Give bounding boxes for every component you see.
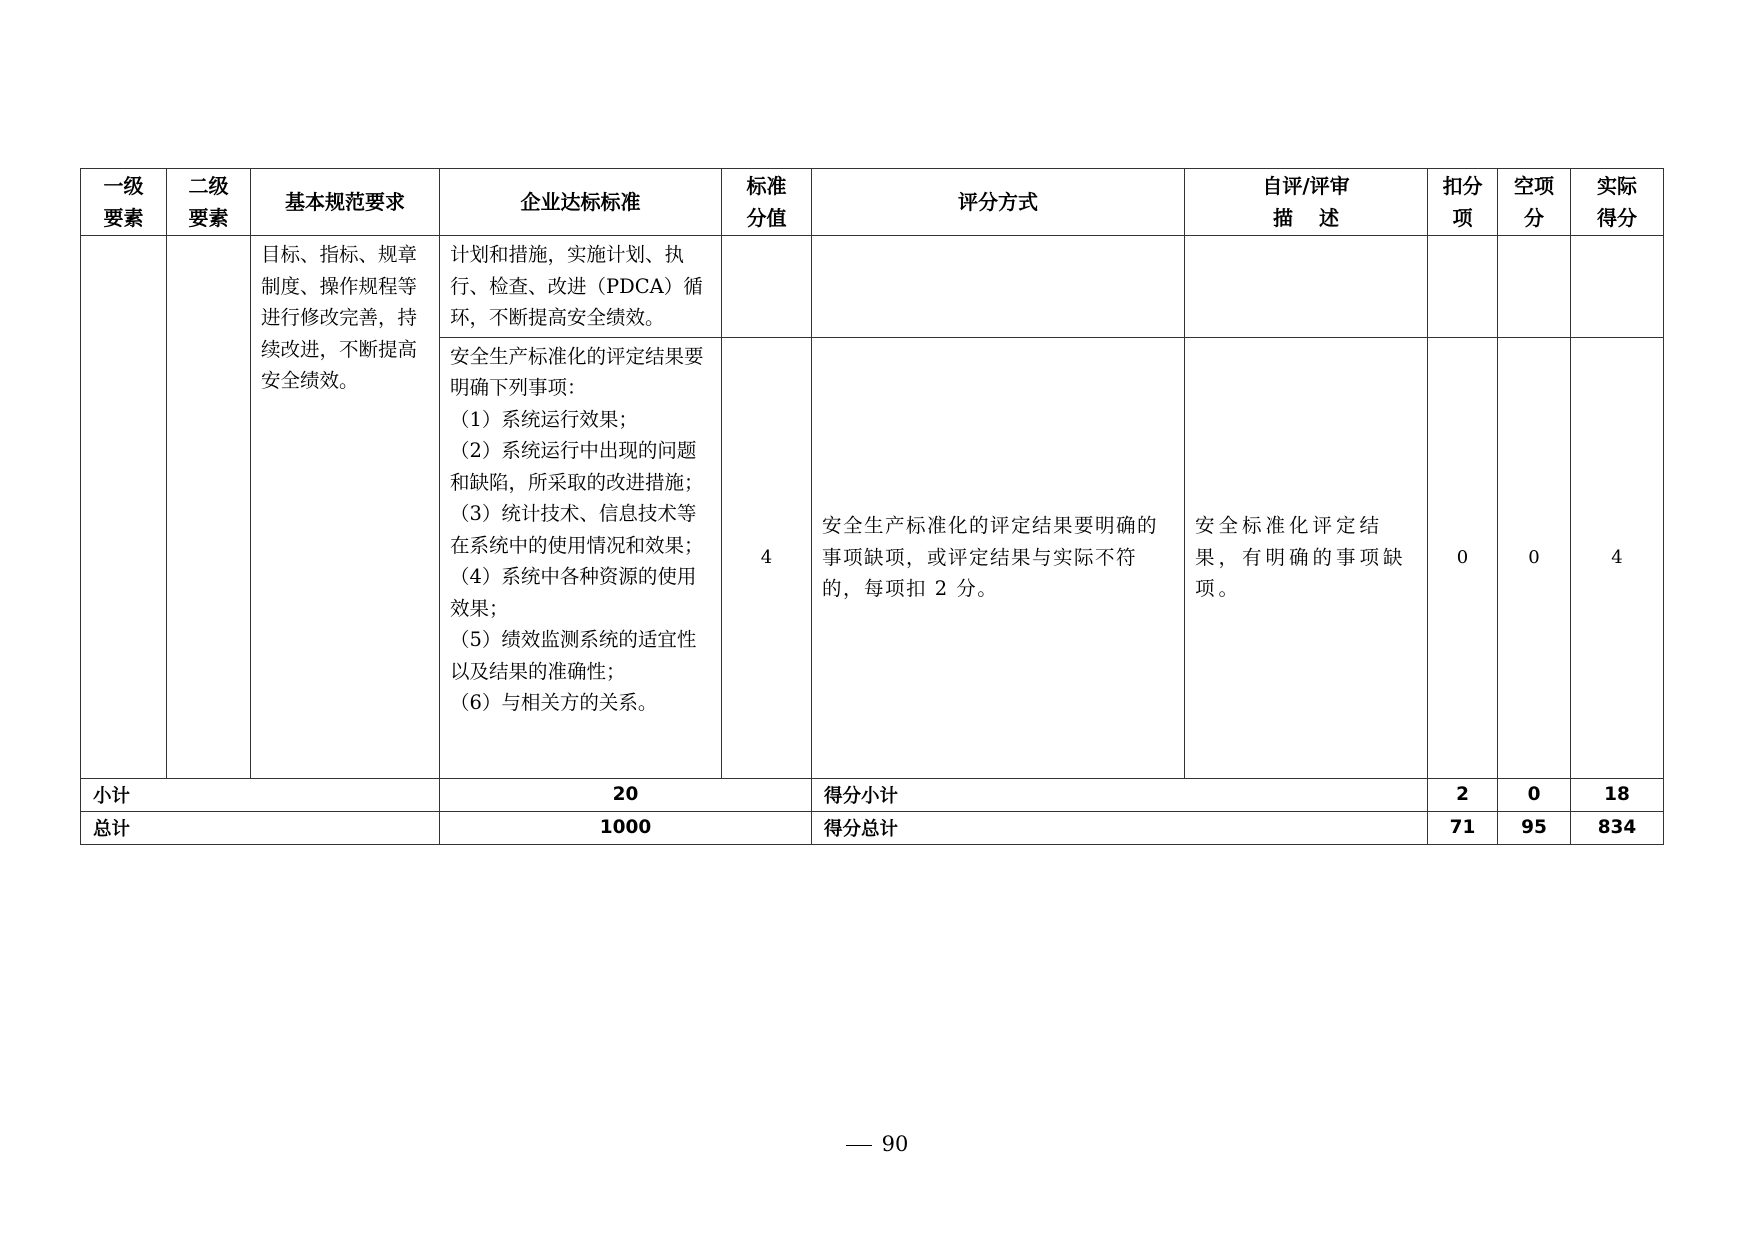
level1-cell [81,236,167,779]
blank-cell [1498,236,1571,338]
standard-score-cell [722,236,812,338]
total-standard-score: 1000 [440,811,812,844]
evaluation-description-cell: 安全标准化评定结果，有明确的事项缺项。 [1185,337,1428,778]
total-score-label: 得分总计 [812,811,1428,844]
standard-item: （5）绩效监测系统的适宜性以及结果的准确性； [450,628,697,683]
header-scoring-method: 评分方式 [812,169,1185,236]
total-deduction: 71 [1428,811,1498,844]
subtotal-score-label: 得分小计 [812,778,1428,811]
subtotal-deduction: 2 [1428,778,1498,811]
actual-score-cell [1571,236,1664,338]
header-enterprise-standard: 企业达标标准 [440,169,722,236]
subtotal-label: 小计 [81,778,440,811]
standard-intro: 安全生产标准化的评定结果要明确下列事项： [450,344,704,399]
evaluation-description-cell [1185,236,1428,338]
basic-requirement-cell: 目标、指标、规章制度、操作规程等进行修改完善，持续改进，不断提高安全绩效。 [251,236,440,779]
level2-cell [167,236,251,779]
subtotal-blank: 0 [1498,778,1571,811]
page-number: 90 [881,1132,909,1156]
standard-item: （2）系统运行中出现的问题和缺陷，所采取的改进措施； [450,439,704,494]
header-self-evaluation: 自评/评审 描述 [1185,169,1428,236]
scoring-table [80,168,1664,845]
standard-score-cell: 4 [722,337,812,778]
scoring-method-cell: 安全生产标准化的评定结果要明确的事项缺项，或评定结果与实际不符的，每项扣 2 分。 [812,337,1185,778]
dash-glyph [846,1145,872,1146]
header-blank-items: 空项 分 [1498,169,1571,236]
enterprise-standard-cell [440,337,722,778]
deduction-cell [1428,236,1498,338]
blank-cell: 0 [1498,337,1571,778]
enterprise-standard-cell: 计划和措施，实施计划、执行、检查、改进（PDCA）循环，不断提高安全绩效。 [440,236,722,338]
standard-item: （1）系统运行效果； [450,407,638,431]
header-row [81,169,1664,236]
total-blank: 95 [1498,811,1571,844]
subtotal-standard-score: 20 [440,778,812,811]
total-row [81,811,1664,844]
header-actual-score: 实际 得分 [1571,169,1664,236]
table-row [81,236,1664,338]
header-basic-requirement: 基本规范要求 [251,169,440,236]
scoring-method-cell [812,236,1185,338]
deduction-cell: 0 [1428,337,1498,778]
header-level2-element: 二级 要素 [167,169,251,236]
header-standard-score: 标准 分值 [722,169,812,236]
total-label: 总计 [81,811,440,844]
standard-item: （6）与相关方的关系。 [450,691,658,714]
subtotal-row [81,778,1664,811]
standard-item: （3）统计技术、信息技术等在系统中的使用情况和效果； [450,502,704,557]
page-footer [0,1132,1754,1156]
total-actual: 834 [1571,811,1664,844]
header-deduction-items: 扣分 项 [1428,169,1498,236]
standard-item: （4）系统中各种资源的使用效果； [450,565,697,620]
actual-score-cell: 4 [1571,337,1664,778]
subtotal-actual: 18 [1571,778,1664,811]
header-level1-element: 一级 要素 [81,169,167,236]
